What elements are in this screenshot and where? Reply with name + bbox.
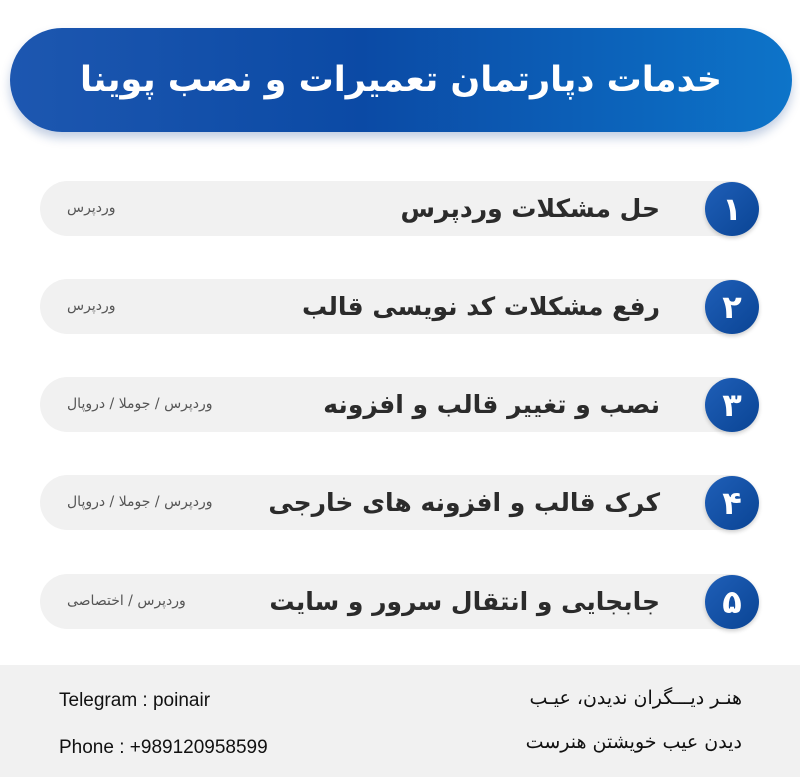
service-number-badge: ۲ (705, 280, 759, 334)
quote-line-2: دیدن عیب خویشتن هنرست (525, 731, 742, 753)
service-title: حل مشکلات وردپرس (400, 194, 660, 223)
service-title: جابجایی و انتقال سرور و سایت (269, 587, 660, 616)
service-row-1 (40, 181, 758, 236)
service-platforms: وردپرس (67, 298, 116, 314)
service-platforms: وردپرس / اختصاصی (67, 593, 186, 609)
telegram-contact[interactable]: Telegram : poinair (59, 690, 211, 711)
service-title: رفع مشکلات کد نویسی قالب (302, 292, 660, 321)
service-platforms: وردپرس / جوملا / دروپال (67, 396, 213, 412)
quote-line-1: هنـر دیـــگران ندیدن، عیـب (529, 687, 742, 709)
page-title: خدمات دپارتمان تعمیرات و نصب پوینا (79, 60, 723, 100)
service-number-badge: ۳ (705, 378, 759, 432)
service-row-5 (40, 574, 758, 629)
service-row-3 (40, 377, 758, 432)
service-platforms: وردپرس / جوملا / دروپال (67, 494, 213, 510)
footer (0, 665, 800, 777)
service-title: نصب و تغییر قالب و افزونه (323, 390, 660, 419)
service-title: کرک قالب و افزونه های خارجی (268, 488, 660, 517)
service-platforms: وردپرس (67, 200, 116, 216)
header-banner (10, 28, 792, 132)
service-number-badge: ۴ (705, 476, 759, 530)
service-number-badge: ۱ (705, 182, 759, 236)
service-row-2 (40, 279, 758, 334)
phone-contact[interactable]: Phone : +989120958599 (59, 737, 268, 758)
service-number-badge: ۵ (705, 575, 759, 629)
service-row-4 (40, 475, 758, 530)
